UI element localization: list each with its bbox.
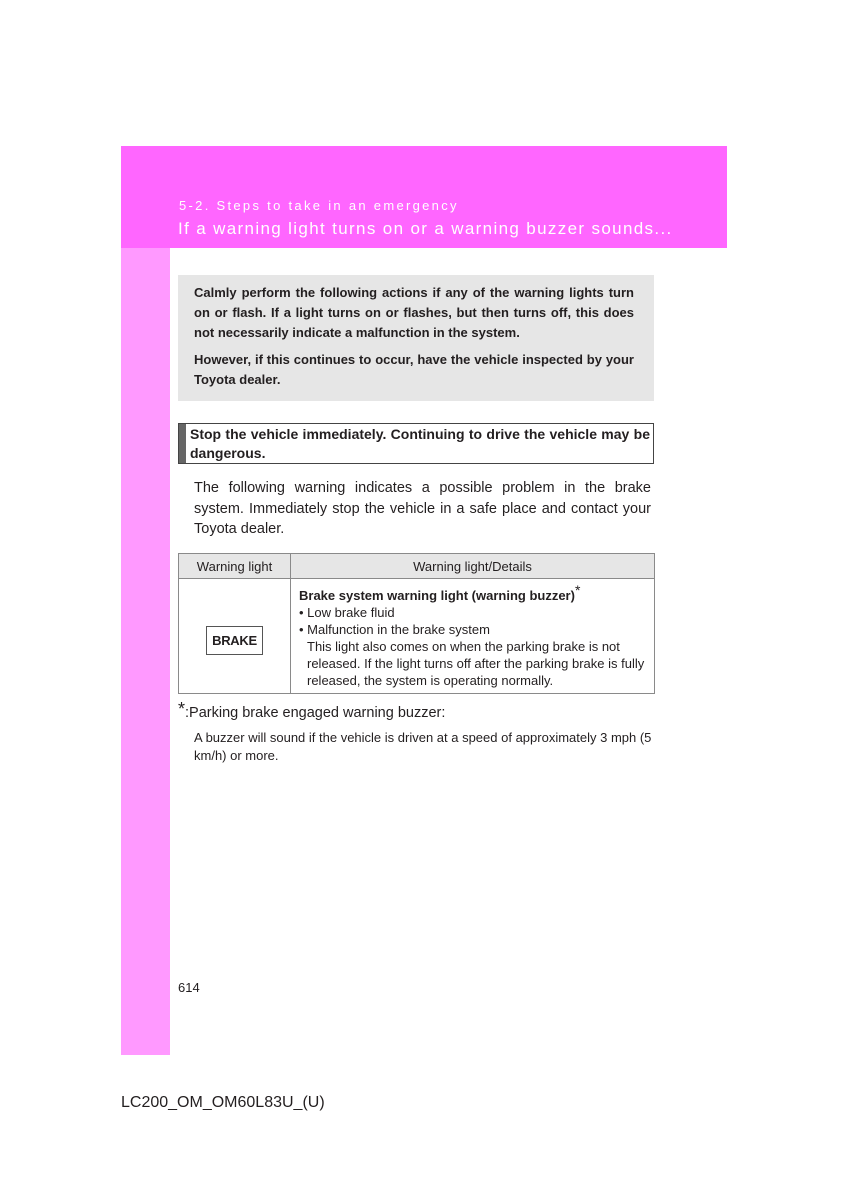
page-number: 614 xyxy=(178,980,200,995)
intro-paragraph: However, if this continues to occur, have the vehicle inspected by your Toyota dealer. xyxy=(194,352,634,387)
table-row xyxy=(179,579,655,694)
brake-warning-icon: BRAKE xyxy=(206,626,263,655)
details-cell xyxy=(291,579,655,694)
footnote-note: A buzzer will sound if the vehicle is driven at a speed of approximately 3 mph (5 km/h) or more. xyxy=(194,730,652,763)
intro-box xyxy=(178,275,654,401)
bullet-item: • Malfunction in the brake system xyxy=(299,622,490,637)
footer-code: LC200_OM_OM60L83U_(U) xyxy=(121,1094,325,1111)
body-paragraph: The following warning indicates a possible problem in the brake system. Immediately stop the vehicle in a safe place and contact your Toyota dealer. xyxy=(194,480,651,537)
details-title-line xyxy=(299,582,646,604)
details-text: This light also comes on when the parking brake is not released. If the light turns off after the parking brake is fully released, the system is operating normally. xyxy=(307,639,645,688)
warning-heading-box xyxy=(178,423,654,464)
intro-paragraph: Calmly perform the following actions if any of the warning lights turn on or flash. If a light turns on or flashes, but then turns off, this does not necessarily indicate a malfunction in the system. xyxy=(194,285,634,340)
asterisk-mark: * xyxy=(574,582,581,598)
side-strip xyxy=(121,248,170,1055)
page-title: If a warning light turns on or a warning buzzer sounds... xyxy=(178,219,673,238)
warning-heading-bar xyxy=(179,424,186,463)
icon-cell xyxy=(179,579,291,694)
bullet-item: • Low brake fluid xyxy=(299,605,395,620)
warning-heading: Stop the vehicle immediately. Continuing to drive the vehicle may be dangerous. xyxy=(190,426,650,461)
footnote xyxy=(178,699,445,721)
column-header-warning-light: Warning light xyxy=(179,554,291,579)
footnote-text: :Parking brake engaged warning buzzer: xyxy=(185,705,446,721)
section-label: 5-2. Steps to take in an emergency xyxy=(179,198,459,213)
table-header-row xyxy=(179,554,655,579)
warning-light-table xyxy=(178,553,655,694)
asterisk-mark: * xyxy=(178,699,186,719)
details-title: Brake system warning light (warning buzzer) xyxy=(299,588,575,603)
column-header-details: Warning light/Details xyxy=(291,554,655,579)
